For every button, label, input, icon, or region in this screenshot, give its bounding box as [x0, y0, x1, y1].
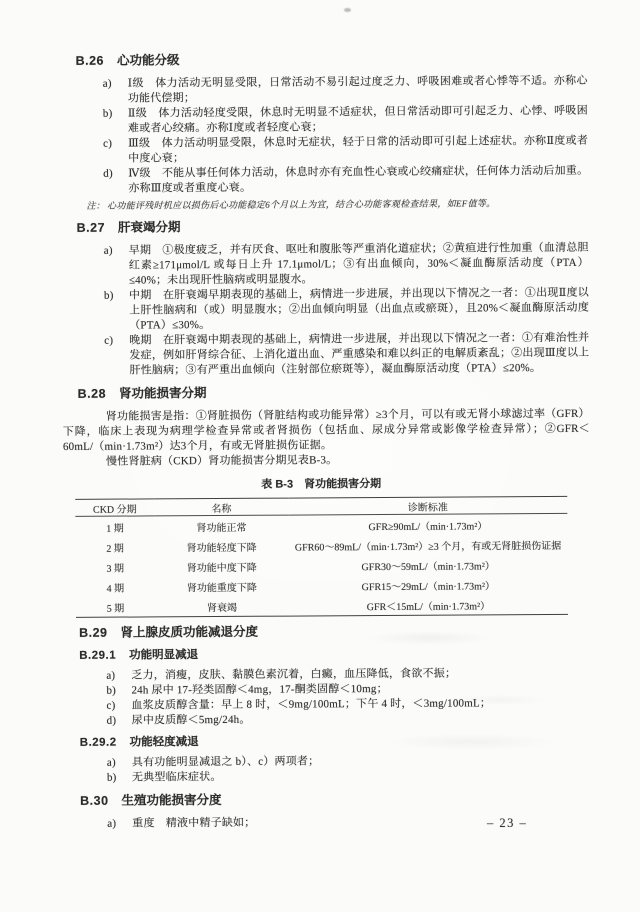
list-item: [104, 331, 589, 379]
table-cell: 肾功能轻度下降: [186, 542, 257, 554]
list-item-text: Ⅰ级 体力活动无明显受限，日常活动不易引起过度乏力、呼吸困难或者心悸等不适。亦称心功能代偿期；: [127, 74, 588, 105]
list-item-text: 中期 在肝衰竭早期表现的基础上，病情进一步进展，并出现以下情况之一者：①出现Ⅱ度以上肝性脑病和（或）明显腹水；②出血倾向明显（出血点或瘀斑），且20%＜凝血酶原活动度（PTA）≤30%。: [128, 286, 590, 332]
list-item-marker: a): [107, 817, 117, 830]
list-item-text: 重度 精液中精子缺如；: [132, 816, 256, 830]
page-number: – 23 –: [487, 816, 528, 830]
list-item-text: Ⅳ级 不能从事任何体力活动，休息时亦有充血性心衰或心绞痛症状，任何体力活动后加重。亦称Ⅲ度或者重度心衰。: [128, 164, 589, 195]
list-item-text: 晚期 在肝衰竭中期表现的基础上，病情进一步进展，并出现以下情况之一者：①有难治性并发症，例如肝肾综合征、上消化道出血、严重感染和难以纠正的电解质紊乱；②出现Ⅲ度以上肝性脑病；③有严重出血倾向（注射部位瘀斑等），凝血酶原活动度（PTA）≤20%。: [129, 331, 590, 377]
heading-title: 肾上腺皮质功能减退分度: [120, 624, 259, 640]
list-item: [107, 711, 592, 729]
heading-title: 肾功能损害分期: [118, 386, 207, 401]
table-cell: GFR＜15mL/（min·1.73m²）: [289, 594, 568, 616]
heading-number: B.27: [76, 220, 106, 235]
list-item-marker: a): [102, 77, 112, 90]
table-cell: 肾衰竭: [155, 596, 289, 617]
heading-number: B.28: [77, 386, 107, 401]
list-item-marker: c): [104, 334, 114, 347]
table-caption: 表 B-3 肾功能损害分期: [261, 478, 382, 491]
note: [86, 197, 588, 213]
sub-heading: [79, 646, 591, 664]
note-text: 心功能评残时机应以损伤后心功能稳定6个月以上为宜，结合心功能客观检查结果，如EF值等。: [107, 198, 496, 211]
list-item: [104, 241, 589, 289]
list-item-marker: b): [106, 684, 117, 697]
list-item-marker: b): [103, 289, 114, 302]
heading-number: B.26: [75, 53, 105, 68]
list-item: [107, 768, 592, 786]
document-content: [60, 0, 592, 832]
section-heading: [78, 384, 590, 402]
data-table: [75, 496, 568, 618]
list-item-marker: d): [103, 167, 113, 180]
heading-number: B.30: [80, 793, 109, 808]
list-item-text: 乏力，消瘦，皮肤、黏膜色素沉着，白癜，血压降低，食欲不振；: [131, 667, 457, 682]
table-cell: 肾功能正常: [196, 522, 247, 534]
list-item-marker: c): [106, 699, 116, 712]
list-item-text: 无典型临床症状。: [131, 770, 222, 784]
table-cell: 4 期: [106, 583, 125, 595]
table-header-cell: CKD 分期: [75, 499, 154, 516]
heading-number: B.29.2: [79, 736, 117, 749]
list-item: [103, 74, 588, 107]
section-heading: [79, 623, 591, 641]
heading-title: 心功能分级: [116, 53, 180, 68]
note-label: 注：: [86, 200, 106, 211]
list-item-text: Ⅱ级 体力活动轻度受限，休息时无明显不适症状，但日常活动即可引起乏力、心悸、呼吸困难或者心绞痛。亦称Ⅰ度或者轻度心衰；: [127, 104, 588, 135]
list-item-text: 具有功能明显减退之 b）、c）两项者；: [131, 755, 320, 769]
heading-number: B.29.1: [79, 649, 117, 662]
table-cell: GFR60～89mL/（min·1.73m²）≥3 个月，有或无肾脏损伤证据: [294, 540, 562, 554]
table-cell: 5 期: [76, 596, 155, 617]
section-heading: [80, 791, 592, 809]
list-item: [103, 134, 588, 167]
list-item-marker: b): [102, 107, 113, 120]
table-cell: 3 期: [106, 563, 124, 575]
table-cell: GFR≥90mL/（min·1.73m²）: [368, 520, 488, 533]
heading-title: 生殖功能损害分度: [121, 792, 222, 808]
table-header-cell: 名称: [154, 498, 288, 516]
list-item: [103, 104, 588, 137]
list-item: [103, 164, 588, 197]
list-item-marker: a): [106, 669, 116, 682]
list-item-text: 24h 尿中 17-羟类固醇＜4mg，17-酮类固醇＜10mg；: [131, 682, 388, 697]
sub-heading: [80, 733, 592, 751]
list-item-marker: a): [106, 756, 116, 769]
heading-number: B.29: [79, 625, 108, 640]
list-item: [104, 286, 589, 334]
table-cell: GFR30～59mL/（min·1.73m²）: [361, 560, 495, 573]
list-item-text: 尿中皮质醇＜5mg/24h。: [131, 713, 251, 727]
heading-title: 功能轻度减退: [129, 736, 199, 749]
list-item-text: 早期 ①极度疲乏，并有厌食、呕吐和腹胀等严重消化道症状；②黄疸进行性加重（血清总胆红素≥171μmol/L 或每日上升 17.1μmol/L；③有出血倾向，30%＜凝血酶原活动度（PTA）≤40%；未出现肝性脑病或明显腹水。: [128, 241, 589, 287]
list-item-marker: b): [106, 771, 117, 784]
table-cell: GFR15～29mL/（min·1.73m²）: [361, 580, 495, 593]
section-heading: [77, 218, 589, 236]
table-cell: 肾功能重度下降: [186, 582, 257, 594]
table-cell: 1 期: [106, 523, 124, 535]
heading-title: 肝衰竭分期: [117, 220, 181, 235]
list-item-text: Ⅲ级 体力活动明显受限，休息时无症状，轻于日常的活动即可引起上述症状。亦称Ⅱ度或者中度心衰；: [128, 134, 589, 165]
table-cell: 肾功能中度下降: [186, 562, 257, 574]
heading-title: 功能明显减退: [129, 649, 199, 662]
table-header-cell: 诊断标准: [288, 496, 567, 515]
paragraph: 肾功能损害是指：①肾脏损伤（肾脏结构或功能异常）≥3个月，可以有或无肾小球滤过率（GFR）下降，临床上表现为病理学检查异常或者肾损伤（包括血、尿成分异常或影像学检查异常）；②GFR＜60mL/（min·1.73m²）达3个月，有或无肾脏损伤证据。: [62, 407, 590, 453]
list-item-marker: d): [106, 714, 117, 727]
table-cell: 2 期: [106, 543, 124, 555]
list-item-text: 血浆皮质醇含量：早上 8 时，＜9mg/100mL；下午 4 时，＜3mg/100mL；: [131, 697, 492, 712]
section-heading: [76, 51, 588, 69]
paragraph: 慢性肾脏病（CKD）肾功能损害分期见表B-3。: [105, 454, 338, 468]
list-item-marker: a): [103, 244, 113, 257]
table-body: [75, 513, 568, 617]
list-item-marker: c): [103, 137, 113, 150]
table-row: [76, 594, 568, 618]
